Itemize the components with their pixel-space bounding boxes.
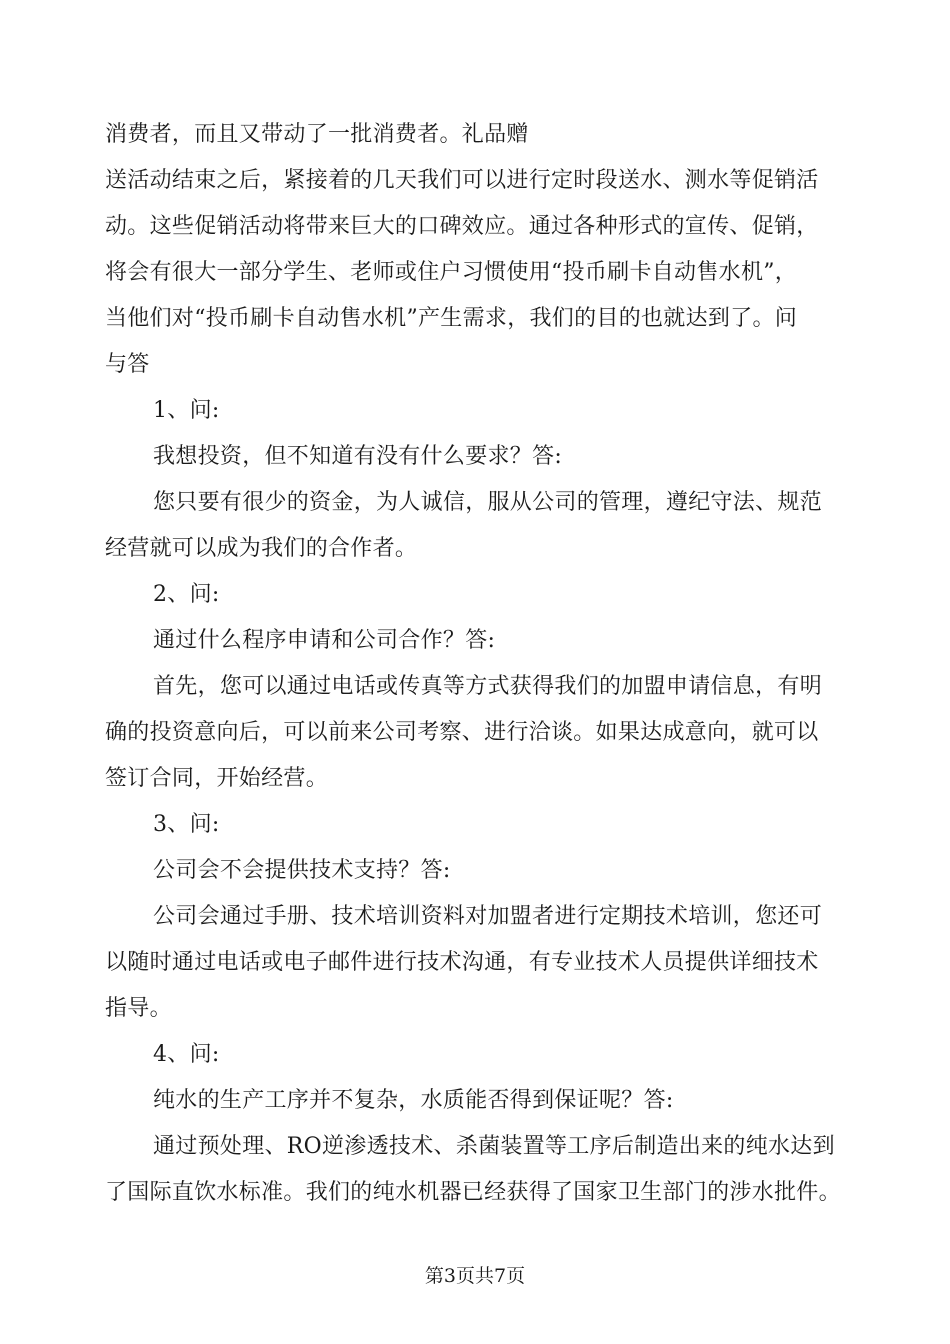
- text-line: 经营就可以成为我们的合作者。: [105, 536, 418, 561]
- text-line: 1、问:: [153, 398, 220, 423]
- text-line: 消费者，而且又带动了一批消费者。礼品赠: [105, 122, 529, 147]
- text-line: 签订合同，开始经营。: [105, 766, 329, 791]
- text-line: 以随时通过电话或电子邮件进行技术沟通，有专业技术人员提供详细技术: [105, 950, 819, 975]
- document-body: [105, 112, 845, 1216]
- text-line: 指导。: [105, 996, 172, 1021]
- text-line: 送活动结束之后，紧接着的几天我们可以进行定时段送水、测水等促销活: [105, 168, 819, 193]
- text-line: 4、问:: [153, 1042, 220, 1067]
- text-line: 了国际直饮水标准。我们的纯水机器已经获得了国家卫生部门的涉水批件。: [105, 1180, 841, 1205]
- text-line: 2、问:: [153, 582, 220, 607]
- text-line: 我想投资，但不知道有没有什么要求？答:: [153, 444, 563, 469]
- text-line: 公司会通过手册、技术培训资料对加盟者进行定期技术培训，您还可: [153, 904, 823, 929]
- text-line: 公司会不会提供技术支持？答:: [153, 858, 451, 883]
- text-line: 通过预处理、RO逆渗透技术、杀菌装置等工序后制造出来的纯水达到: [153, 1134, 835, 1159]
- text-line: 动。这些促销活动将带来巨大的口碑效应。通过各种形式的宣传、促销，: [105, 214, 819, 239]
- text-line: 首先，您可以通过电话或传真等方式获得我们的加盟申请信息，有明: [153, 674, 823, 699]
- text-line: 3、问:: [153, 812, 220, 837]
- text-line: 将会有很大一部分学生、老师或住户习惯使用“投币刷卡自动售水机”，: [105, 260, 798, 285]
- text-line: 当他们对“投币刷卡自动售水机”产生需求，我们的目的也就达到了。问: [105, 306, 798, 331]
- text-line: 确的投资意向后，可以前来公司考察、进行洽谈。如果达成意向，就可以: [105, 720, 819, 745]
- text-line: 纯水的生产工序并不复杂，水质能否得到保证呢？答:: [153, 1088, 674, 1113]
- page-number: 第3页共7页: [424, 1265, 526, 1287]
- text-line: 通过什么程序申请和公司合作？答:: [153, 628, 496, 653]
- text-line: 与答: [105, 352, 150, 377]
- text-line: 您只要有很少的资金，为人诚信，服从公司的管理，遵纪守法、规范: [153, 490, 823, 515]
